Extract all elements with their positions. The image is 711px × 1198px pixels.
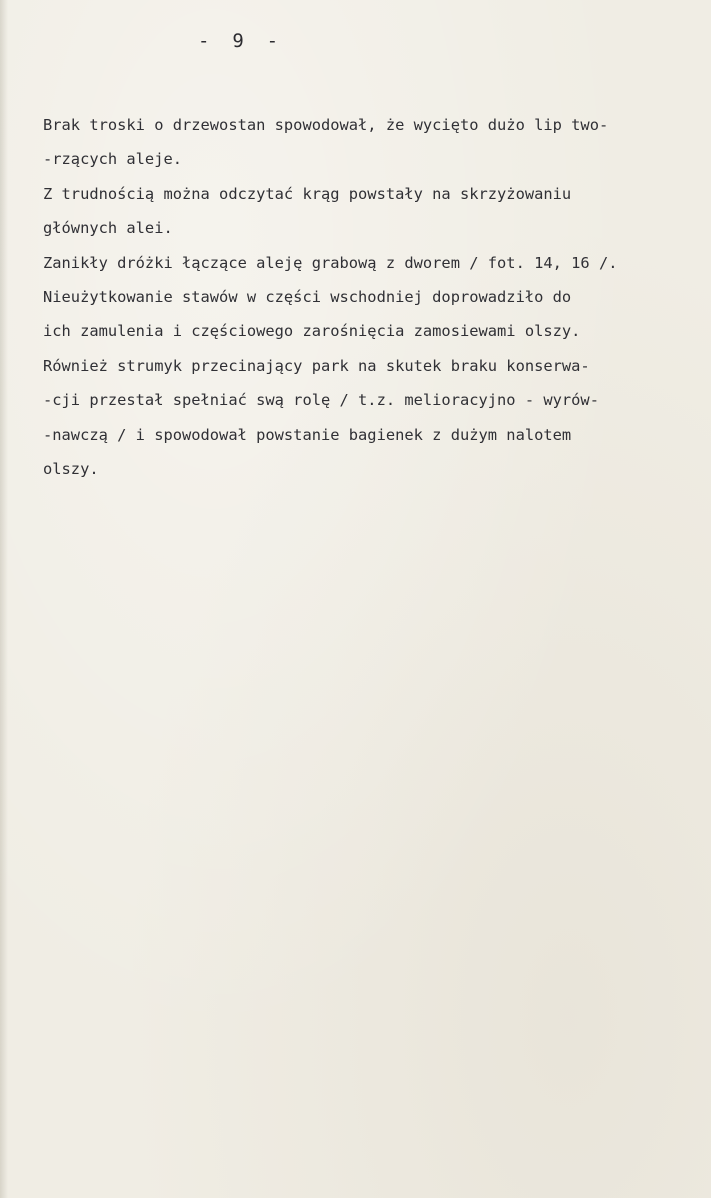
text-line: głównych alei.	[43, 219, 173, 238]
text-line: -rzących aleje.	[43, 150, 182, 169]
text-line: Z trudnością można odczytać krąg powstały na skrzyżowaniu	[43, 184, 572, 203]
text-line: Nieużytkowanie stawów w części wschodniej doprowadziło do	[43, 288, 572, 307]
text-line: Brak troski o drzewostan spowodował, że wycięto dużo lip two-	[43, 116, 609, 134]
text-line: ich zamulenia i częściowego zarośnięcia zamosiewami olszy.	[43, 322, 581, 341]
text-line: olszy.	[43, 460, 99, 479]
page-number: - 9 -	[198, 30, 279, 52]
text-line: -nawczą / i spowodował powstanie bagienek z dużym nalotem	[43, 425, 572, 444]
body-text	[43, 108, 683, 486]
text-line: -cji przestał spełniać swą rolę / t.z. melioracyjno - wyrów-	[43, 391, 599, 410]
page-edge-shadow	[0, 0, 8, 1198]
text-line: Również strumyk przecinający park na skutek braku konserwa-	[43, 356, 590, 375]
text-line: Zanikły dróżki łączące aleję grabową z dworem / fot. 14, 16 /.	[43, 253, 618, 272]
